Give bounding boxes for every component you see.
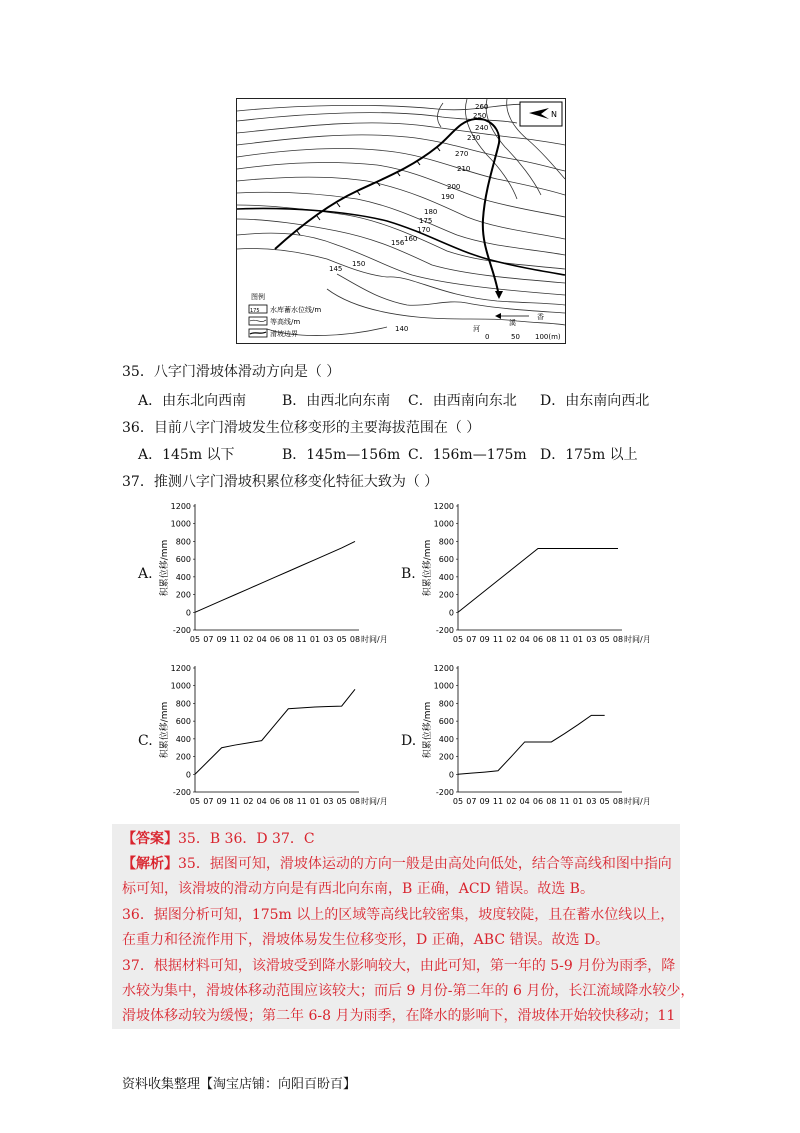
x-axis-label: 时间/月 — [361, 635, 388, 644]
analysis-line: 滑坡体移动较为缓慢；第二年 6-8 月为雨季，在降水的影响下，滑坡体开始较快移动；11 — [122, 1008, 676, 1024]
y-tick-label: 800 — [175, 699, 191, 709]
contour-label: 170 — [417, 226, 431, 234]
contour-label: 150 — [352, 260, 366, 268]
y-tick-label: 1000 — [433, 681, 454, 691]
x-tick-label: 01 — [309, 635, 321, 644]
x-tick-label: 05 — [599, 797, 610, 806]
x-tick-label: 05 — [452, 797, 464, 806]
y-tick-label: 1000 — [170, 519, 191, 529]
x-tick-label: 05 — [599, 635, 610, 644]
x-axis-label: 时间/月 — [361, 797, 388, 806]
x-tick-label: 11 — [296, 797, 307, 806]
x-tick-label: 08 — [283, 635, 294, 644]
north-label: N — [551, 110, 557, 119]
x-tick-label: 06 — [532, 797, 544, 806]
y-tick-label: 0 — [448, 608, 454, 618]
x-tick-label: 01 — [572, 797, 584, 806]
chart-option-d[interactable]: D. — [401, 733, 417, 749]
y-tick-label: 400 — [438, 734, 454, 744]
y-tick-label: -200 — [172, 788, 191, 797]
x-axis-label: 时间/月 — [624, 635, 651, 644]
question-36-option-a[interactable]: A．145m 以下 — [138, 447, 235, 463]
y-tick-label: 1200 — [170, 502, 191, 511]
contour-label: 260 — [475, 103, 489, 111]
y-tick-label: 200 — [175, 752, 191, 762]
displacement-chart-c — [155, 662, 388, 822]
analysis-line: 水较为集中，滑坡体移动范围应该较大；而后 9 月份-第二年的 6 月份，长江流域降水较少， — [122, 983, 695, 999]
analysis-line: 【解析】35．据图可知，滑坡体运动的方向一般是由高处向低处，结合等高线和图中指向 — [122, 856, 672, 872]
contour-label: 210 — [457, 165, 471, 173]
y-tick-label: 600 — [438, 717, 454, 727]
x-tick-label: 05 — [452, 635, 464, 644]
y-tick-label: 800 — [175, 537, 191, 547]
x-axis-label: 时间/月 — [624, 797, 651, 806]
x-tick-label: 05 — [189, 797, 201, 806]
scale-tick: 100(m) — [535, 333, 561, 341]
slide-direction-arrow — [495, 291, 503, 299]
x-tick-label: 03 — [323, 635, 334, 644]
analysis-line: 在重力和径流作用下，滑坡体易发生位移变形，D 正确，ABC 错误。故选 D。 — [122, 932, 610, 948]
y-tick-label: 400 — [175, 734, 191, 744]
question-36-stem: 36．目前八字门滑坡发生位移变形的主要海拔范围在（ ） — [122, 420, 481, 436]
answer-tag: 【答案】 — [122, 831, 178, 847]
x-tick-label: 02 — [243, 635, 254, 644]
contour-label: 156 — [391, 239, 405, 247]
y-tick-label: 1200 — [170, 664, 191, 673]
footer-source: 资料收集整理【淘宝店铺：向阳百⁠盼百】 — [122, 1077, 357, 1092]
contour-label: 190 — [441, 193, 455, 201]
x-tick-label: 08 — [349, 635, 361, 644]
question-36-option-c[interactable]: C．156m—175m — [408, 447, 527, 463]
x-tick-label: 05 — [336, 635, 347, 644]
answer-text: 35．B 36．D 37．C — [178, 831, 315, 847]
x-tick-label: 07 — [466, 635, 477, 644]
x-tick-label: 03 — [586, 635, 597, 644]
x-tick-label: 04 — [256, 635, 267, 644]
legend-item: 水库蓄水位线/m — [270, 306, 322, 314]
contour-label: 180 — [424, 208, 438, 216]
chart-option-a[interactable]: A. — [138, 566, 153, 582]
x-tick-label: 08 — [546, 797, 557, 806]
y-tick-label: 600 — [175, 555, 191, 565]
x-tick-label: 08 — [546, 635, 557, 644]
y-tick-label: 400 — [175, 572, 191, 582]
displacement-series-line — [458, 549, 618, 613]
x-tick-label: 08 — [283, 797, 294, 806]
y-tick-label: -200 — [172, 626, 191, 635]
y-tick-label: 0 — [185, 770, 191, 780]
chart-option-c[interactable]: C. — [138, 733, 153, 749]
contour-label: 240 — [475, 124, 489, 132]
x-tick-label: 11 — [229, 797, 241, 806]
question-35-stem: 35．八字门滑坡体滑动方向是（ ） — [122, 364, 341, 380]
x-tick-label: 05 — [336, 797, 347, 806]
y-tick-label: 600 — [175, 717, 191, 727]
x-tick-label: 03 — [323, 797, 334, 806]
scale-tick: 50 — [511, 333, 520, 341]
contour-label: 230 — [467, 134, 481, 142]
x-tick-label: 05 — [189, 635, 201, 644]
x-tick-label: 11 — [296, 635, 307, 644]
question-35-option-b[interactable]: B．由西北向东南 — [282, 393, 391, 409]
contour-label: 145 — [329, 265, 343, 273]
y-axis-label: 积累位移/mm — [160, 539, 170, 597]
x-tick-label: 11 — [229, 635, 241, 644]
y-axis-label: 积累位移/mm — [160, 701, 170, 759]
y-tick-label: -200 — [435, 788, 454, 797]
x-tick-label: 08 — [612, 635, 624, 644]
y-tick-label: 800 — [438, 699, 454, 709]
contour-label: 160 — [404, 235, 418, 243]
x-tick-label: 11 — [559, 635, 570, 644]
y-tick-label: 600 — [438, 555, 454, 565]
x-tick-label: 02 — [243, 797, 254, 806]
contour-label: 270 — [455, 150, 469, 158]
displacement-chart-d — [418, 662, 668, 822]
contour-label: 175 — [419, 217, 433, 225]
x-tick-label: 04 — [519, 797, 530, 806]
question-35-option-c[interactable]: C．由西南向东北 — [408, 393, 517, 409]
contour-map-svg — [237, 99, 565, 343]
x-tick-label: 08 — [349, 797, 361, 806]
y-tick-label: 200 — [175, 590, 191, 600]
legend-sample-value: 175 — [250, 308, 260, 314]
x-tick-label: 09 — [216, 797, 227, 806]
x-tick-label: 06 — [269, 635, 281, 644]
question-36-option-d[interactable]: D．175m 以上 — [540, 447, 638, 463]
x-tick-label: 01 — [309, 797, 321, 806]
x-tick-label: 04 — [256, 797, 267, 806]
landslide-contour-map — [236, 98, 566, 344]
y-axis-label: 积累位移/mm — [423, 539, 433, 597]
x-tick-label: 03 — [586, 797, 597, 806]
y-tick-label: 1000 — [170, 681, 191, 691]
chart-option-b[interactable]: B. — [401, 566, 416, 582]
y-tick-label: 1200 — [433, 502, 454, 511]
scale-tick: 0 — [485, 333, 490, 341]
y-axis-label: 积累位移/mm — [423, 701, 433, 759]
y-tick-label: 1200 — [433, 664, 454, 673]
x-tick-label: 11 — [492, 635, 504, 644]
river-name-xiang: 香 — [537, 313, 544, 321]
analysis-tag: 【解析】 — [122, 856, 178, 872]
answer-line — [122, 828, 315, 848]
question-35-option-d[interactable]: D．由东南向西北 — [540, 393, 650, 409]
river-label-xi: 溪 — [509, 319, 516, 327]
displacement-series-line — [195, 541, 355, 612]
x-tick-label: 07 — [203, 635, 214, 644]
x-tick-label: 06 — [269, 797, 281, 806]
y-tick-label: 800 — [438, 537, 454, 547]
legend-item: 等高线/m — [270, 318, 301, 326]
displacement-chart-a — [155, 500, 388, 660]
legend-item: 滑坡边界 — [270, 330, 298, 338]
x-tick-label: 11 — [492, 797, 504, 806]
y-tick-label: 1000 — [433, 519, 454, 529]
displacement-series-line — [458, 715, 605, 774]
displacement-chart-b — [418, 500, 668, 660]
x-tick-label: 02 — [506, 797, 517, 806]
displacement-series-line — [195, 689, 355, 774]
y-tick-label: 0 — [448, 770, 454, 780]
contour-label: 250 — [473, 112, 487, 120]
x-tick-label: 07 — [203, 797, 214, 806]
river-label-he: 河 — [473, 325, 480, 333]
x-tick-label: 01 — [572, 635, 584, 644]
question-36-option-b[interactable]: B．145m—156m — [282, 447, 401, 463]
x-tick-label: 09 — [479, 797, 490, 806]
analysis-line: 37．根据材料可知，该滑坡受到降水影响较大，由此可知，第一年的 5-9 月份为雨季，降 — [122, 958, 676, 974]
legend-title: 图例 — [251, 293, 265, 301]
question-37-stem: 37．推测八字门滑坡积累位移变化特征大致为（ ） — [122, 474, 439, 490]
y-tick-label: 0 — [185, 608, 191, 618]
x-tick-label: 09 — [216, 635, 227, 644]
x-tick-label: 08 — [612, 797, 624, 806]
y-tick-label: -200 — [435, 626, 454, 635]
x-tick-label: 07 — [466, 797, 477, 806]
y-tick-label: 200 — [438, 752, 454, 762]
x-tick-label: 04 — [519, 635, 530, 644]
question-35-option-a[interactable]: A．由东北向西南 — [138, 393, 247, 409]
contour-label: 140 — [395, 325, 409, 333]
y-tick-label: 200 — [438, 590, 454, 600]
contour-label: 200 — [447, 183, 461, 191]
x-tick-label: 06 — [532, 635, 544, 644]
x-tick-label: 09 — [479, 635, 490, 644]
x-tick-label: 11 — [559, 797, 570, 806]
analysis-line: 标可知，该滑坡的滑动方向是有西北向东南，B 正确，ACD 错误。故选 B。 — [122, 881, 594, 897]
analysis-line: 36．据图分析可知，175m 以上的区域等高线比较密集，坡度较陡，且在蓄水位线以上， — [122, 907, 675, 923]
x-tick-label: 02 — [506, 635, 517, 644]
y-tick-label: 400 — [438, 572, 454, 582]
contour-lines — [237, 99, 565, 336]
landslide-boundary — [275, 119, 499, 297]
